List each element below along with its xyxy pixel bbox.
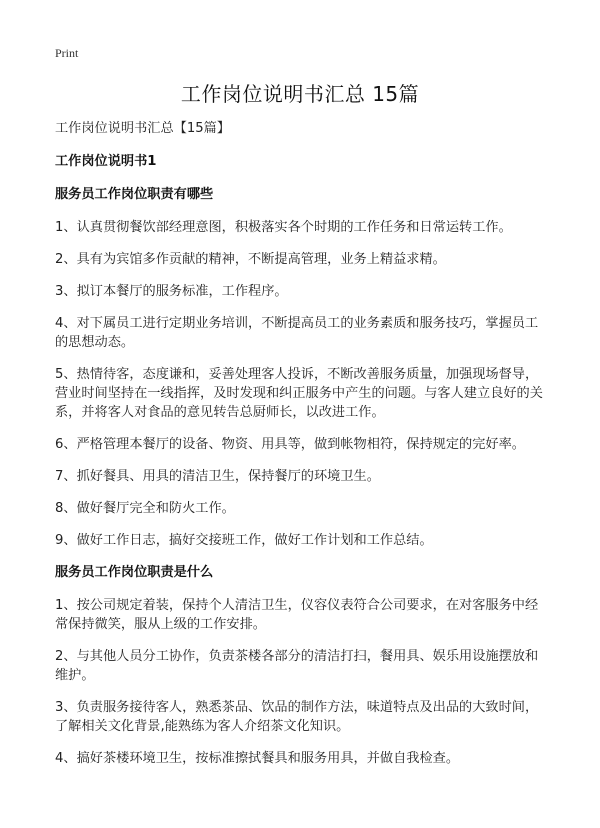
list-item: 3、拟订本餐厅的服务标准，工作程序。 [55, 284, 288, 299]
section-heading-2: 服务员工作岗位职责是什么 [55, 565, 214, 580]
list-item: 5、热情待客，态度谦和，妥善处理客人投诉，不断改善服务质量，加强现场督导，营业时间坚持在一线指挥，及时发现和纠正服务中产生的问题。与客人建立良好的关系，并将客人对食品的意见转告总厨师长，以改进工作。 [55, 367, 543, 420]
part-title: 工作岗位说明书1 [55, 154, 157, 169]
list-item: 3、负责服务接待客人，熟悉茶品、饮品的制作方法，味道特点及出品的大致时间，了解相关文化背景,能熟练为客人介绍茶文化知识。 [55, 700, 539, 734]
section-heading-1: 服务员工作岗位职责有哪些 [55, 187, 214, 202]
list-item: 2、与其他人员分工协作，负责茶楼各部分的清洁打扫，餐用具、娱乐用设施摆放和维护。 [55, 649, 539, 683]
list-item: 8、做好餐厅完全和防火工作。 [55, 501, 235, 516]
print-label: Print [55, 46, 79, 60]
list-item: 1、按公司规定着装，保持个人清洁卫生，仪容仪表符合公司要求，在对客服务中经常保持微笑，服从上级的工作安排。 [55, 598, 539, 632]
list-item: 4、搞好茶楼环境卫生，按标准擦拭餐具和服务用具，并做自我检查。 [55, 751, 460, 766]
list-item: 7、抓好餐具、用具的清洁卫生，保持餐厅的环境卫生。 [55, 469, 380, 484]
list-item: 4、对下属员工进行定期业务培训，不断提高员工的业务素质和服务技巧，掌握员工的思想动态。 [55, 316, 539, 350]
document-title: 工作岗位说明书汇总 15篇 [180, 82, 420, 106]
list-item: 6、严格管理本餐厅的设备、物资、用具等，做到帐物相符，保持规定的完好率。 [55, 437, 525, 452]
list-item: 1、认真贯彻餐饮部经理意图，积极落实各个时期的工作任务和日常运转工作。 [55, 220, 512, 235]
document-subtitle: 工作岗位说明书汇总【15篇】 [55, 121, 231, 136]
document-body [55, 119, 550, 781]
list-item: 9、做好工作日志，搞好交接班工作，做好工作计划和工作总结。 [55, 533, 433, 548]
list-item: 2、具有为宾馆多作贡献的精神，不断提高管理，业务上精益求精。 [55, 252, 446, 267]
